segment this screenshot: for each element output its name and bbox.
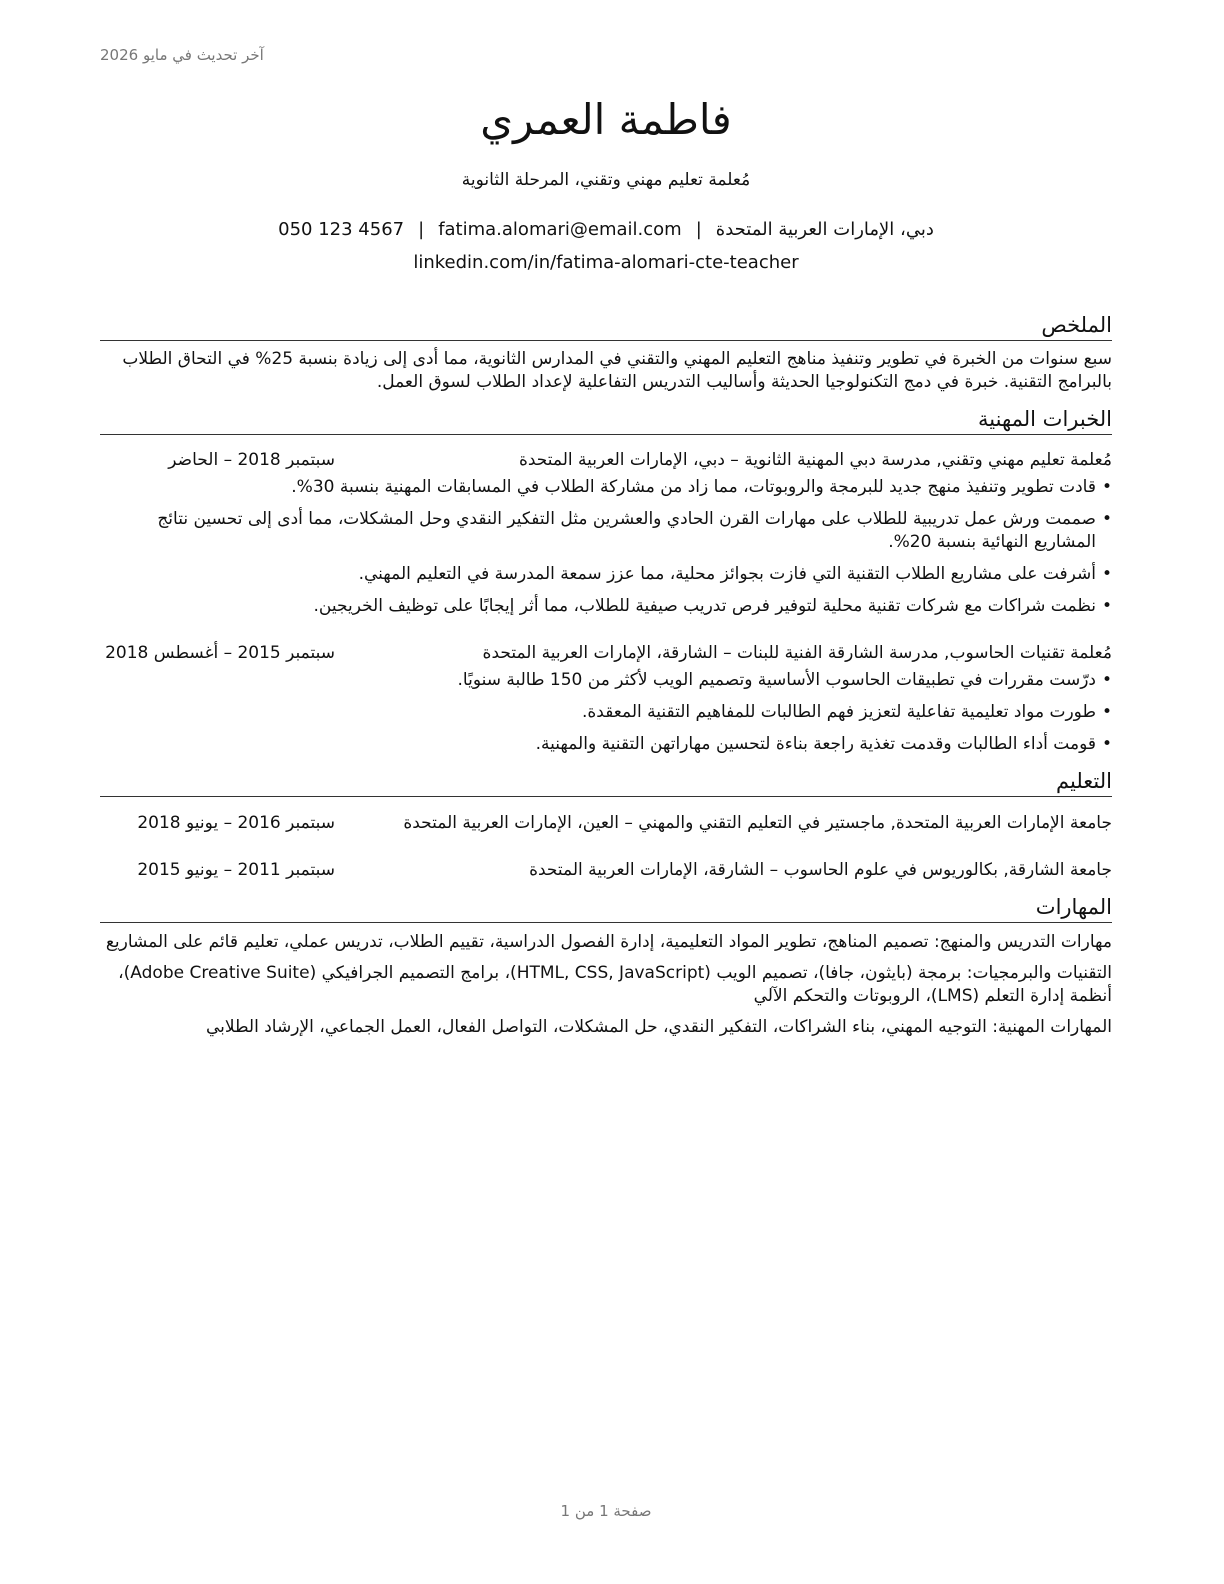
skills-section [100, 894, 1112, 1039]
job-header [100, 449, 1112, 472]
job-org: مُعلمة تقنيات الحاسوب, مدرسة الشارقة الفنية للبنات – الشارقة، الإمارات العربية المتحدة [482, 643, 1112, 663]
contact-email[interactable]: fatima.alomari@email.com [438, 219, 682, 240]
job-bullet: • صممت ورش عمل تدريبية للطلاب على مهارات القرن الحادي والعشرين مثل التفكير النقدي وحل المشكلات، مما أدى إلى تحسين نتائج المشاريع النهائية بنسبة 20%. [100, 508, 1112, 554]
experience-heading: الخبرات المهنية [100, 406, 1112, 435]
resume-header [100, 92, 1112, 275]
job-bullets [100, 669, 1112, 756]
contact-phone[interactable]: 050 123 4567 [278, 219, 405, 240]
contact-separator: | [695, 219, 702, 240]
resume-body [100, 312, 1112, 1045]
job-bullet: • نظمت شراكات مع شركات تقنية محلية لتوفير فرص تدريب صيفية للطلاب، مما أثر إيجابًا على توظيف الخريجين. [100, 595, 1112, 618]
skills-heading: المهارات [100, 894, 1112, 923]
candidate-name: فاطمة العمري [480, 95, 732, 144]
job-date: سبتمبر 2018 – الحاضر [168, 450, 335, 470]
job-bullet: • درّست مقررات في تطبيقات الحاسوب الأساسية وتصميم الويب لأكثر من 150 طالبة سنويًا. [100, 669, 1112, 692]
experience-section [100, 406, 1112, 756]
job-org: مُعلمة تعليم مهني وتقني, مدرسة دبي المهنية الثانوية – دبي، الإمارات العربية المتحدة [518, 450, 1112, 470]
job-bullet: • أشرفت على مشاريع الطلاب التقنية التي فازت بجوائز محلية، مما عزز سمعة المدرسة في التعليم المهني. [100, 563, 1112, 586]
education-date: سبتمبر 2011 – يونيو 2015 [137, 860, 335, 880]
last-updated-note: آخر تحديث في مايو 2026 [100, 46, 264, 64]
job-bullets [100, 476, 1112, 618]
summary-section [100, 312, 1112, 394]
summary-text: سبع سنوات من الخبرة في تطوير وتنفيذ مناهج التعليم المهني والتقني في المدارس الثانوية، مما أدى إلى زيادة بنسبة 25% في التحاق الطلاب بالبرامج التقنية. خبرة في دمج التكنولوجيا الحديثة وأساليب التدريس التفاعلية لإعداد الطلاب لسوق العمل. [122, 349, 1112, 392]
contact-line [100, 218, 1112, 242]
page-number: صفحة 1 من 1 [560, 1502, 652, 1520]
job-bullet: • طورت مواد تعليمية تفاعلية لتعزيز فهم الطالبات للمفاهيم التقنية المعقدة. [100, 701, 1112, 724]
skills-line: مهارات التدريس والمنهج: تصميم المناهج، تطوير المواد التعليمية، إدارة الفصول الدراسية، تقييم الطلاب، تدريس عملي، تعليم قائم على المشاريع [105, 932, 1112, 952]
job-header [100, 642, 1112, 665]
education-date: سبتمبر 2016 – يونيو 2018 [137, 813, 335, 833]
job-entry [100, 449, 1112, 618]
education-heading: التعليم [100, 768, 1112, 797]
education-entry [100, 859, 1112, 882]
education-org: جامعة الإمارات العربية المتحدة, ماجستير في التعليم التقني والمهني – العين، الإمارات العربية المتحدة [403, 813, 1112, 833]
summary-heading: الملخص [100, 312, 1112, 341]
job-date: سبتمبر 2015 – أغسطس 2018 [105, 643, 335, 663]
job-entry [100, 642, 1112, 756]
education-section [100, 768, 1112, 882]
education-org: جامعة الشارقة, بكالوريوس في علوم الحاسوب – الشارقة، الإمارات العربية المتحدة [529, 860, 1112, 880]
skills-line: التقنيات والبرمجيات: برمجة (بايثون، جافا)، تصميم الويب (HTML, CSS, JavaScript)، برامج التصميم الجرافيكي (Adobe Creative Suite)، أنظمة إدارة التعلم (LMS)، الروبوتات والتحكم الآلي [118, 963, 1112, 1006]
job-bullet: • قادت تطوير وتنفيذ منهج جديد للبرمجة والروبوتات، مما زاد من مشاركة الطلاب في المسابقات المهنية بنسبة 30%. [100, 476, 1112, 499]
contact-separator: | [418, 219, 425, 240]
resume-page [100, 0, 1112, 1584]
skills-line: المهارات المهنية: التوجيه المهني، بناء الشراكات، التفكير النقدي، حل المشكلات، التواصل الفعال، العمل الجماعي، الإرشاد الطلابي [205, 1017, 1112, 1037]
education-entry [100, 812, 1112, 835]
candidate-title: مُعلمة تعليم مهني وتقني، المرحلة الثانوية [461, 170, 751, 190]
job-bullet: • قومت أداء الطالبات وقدمت تغذية راجعة بناءة لتحسين مهاراتهن التقنية والمهنية. [100, 733, 1112, 756]
linkedin-link[interactable]: linkedin.com/in/fatima-alomari-cte-teacher [413, 252, 799, 273]
contact-location: دبي، الإمارات العربية المتحدة [715, 219, 934, 240]
